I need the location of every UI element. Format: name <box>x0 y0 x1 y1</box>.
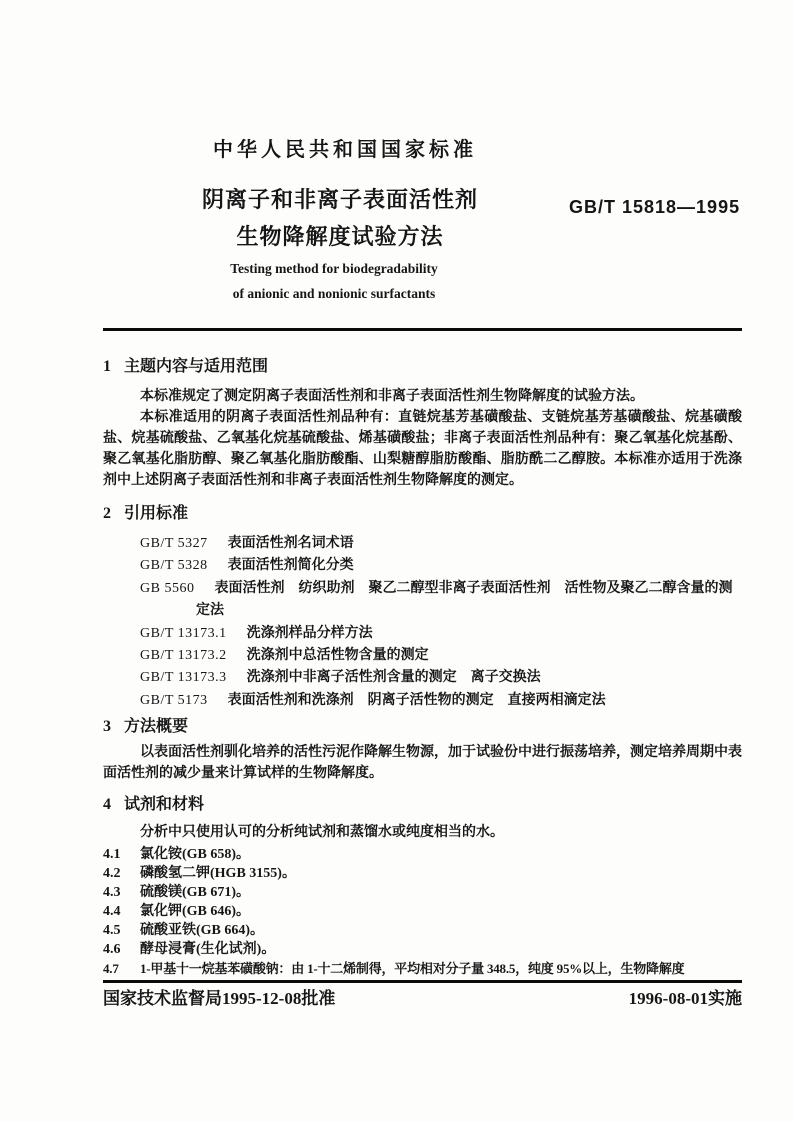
standard-number: GB/T 15818—1995 <box>569 197 741 217</box>
section-4-intro: 分析中只使用认可的分析纯试剂和蒸馏水或纯度相当的水。 <box>140 825 504 841</box>
reference-title: 洗涤剂中非离子活性剂含量的测定 离子交换法 <box>246 670 541 686</box>
reference-code: GB 5560 <box>140 580 195 596</box>
section-1-paragraph-2: 本标准适用的阴离子表面活性剂品种有：直链烷基芳基磺酸盐、支链烷基芳基磺酸盐、烷基磺酸盐、烷基硫酸盐、乙氧基化烷基硫酸盐、烯基磺酸盐；非离子表面活性剂品种有：聚乙氧基化烷基酚、聚乙氧基化脂肪醇、聚乙氧基化脂肪酸酯、山梨糖醇脂肪酸酯、脂肪酰二乙醇胺。本标准亦适用于洗涤剂中上述阴离子表面活性剂和非离子表面活性剂生物降解度的测定。 <box>103 410 742 488</box>
implementation-text: 1996-08-01实施 <box>628 989 742 1008</box>
section-3-title: 方法概要 <box>124 718 189 736</box>
document-title <box>182 181 498 255</box>
document-body <box>103 351 742 978</box>
reference-title: 洗涤剂中总活性物含量的测定 <box>246 648 429 664</box>
section-1-heading <box>103 357 742 377</box>
reagent-text: 硫酸镁(GB 671)。 <box>140 885 251 901</box>
reference-item <box>140 623 742 645</box>
reagent-item <box>103 902 742 921</box>
reagent-item <box>103 921 742 940</box>
reference-code: GB/T 5328 <box>140 558 208 574</box>
reagent-item <box>103 883 742 902</box>
reference-item <box>140 667 742 689</box>
reference-code: GB/T 5327 <box>140 536 208 551</box>
english-title-line-1: Testing method for biodegradability <box>230 261 438 276</box>
section-3-heading <box>103 717 742 737</box>
header-divider <box>103 328 742 331</box>
reagent-number: 4.7 <box>103 961 119 977</box>
section-3-number: 3 <box>103 718 111 736</box>
reference-title: 表面活性剂和洗涤剂 阴离子活性物的测定 直接两相滴定法 <box>227 692 606 708</box>
footer-divider <box>103 980 742 983</box>
reagent-text: 磷酸氢二钾(HGB 3155)。 <box>140 866 296 882</box>
approval-text: 国家技术监督局1995-12-08批准 <box>103 989 336 1008</box>
english-title-line-2: of anionic and nonionic surfactants <box>232 286 436 301</box>
reference-code: GB/T 13173.1 <box>140 625 227 641</box>
reagent-text: 氯化钾(GB 646)。 <box>140 904 251 920</box>
national-standard-label: 中华人民共和国国家标准 <box>213 139 477 161</box>
reagent-text: 酵母浸膏(生化试剂)。 <box>140 942 276 958</box>
section-2-heading <box>103 504 742 524</box>
reference-title: 洗涤剂样品分样方法 <box>246 625 373 641</box>
reagent-number: 4.1 <box>103 847 121 863</box>
english-title <box>203 256 465 306</box>
reference-title: 表面活性剂 纺织助剂 聚乙二醇型非离子表面活性剂 活性物及聚乙二醇含量的测定法 <box>196 580 733 619</box>
reference-item <box>140 578 742 623</box>
reference-code: GB/T 5173 <box>140 692 208 708</box>
reagent-number: 4.4 <box>103 904 121 920</box>
reference-item <box>140 645 742 667</box>
footer <box>103 984 742 1009</box>
reagent-item <box>103 940 742 959</box>
section-4-title: 试剂和材料 <box>124 796 205 814</box>
reference-list <box>103 533 742 712</box>
section-2-title: 引用标准 <box>124 505 189 522</box>
reagent-number: 4.6 <box>103 942 121 958</box>
reagent-item <box>103 864 742 883</box>
section-1-number: 1 <box>103 358 111 375</box>
section-4-number: 4 <box>103 796 111 814</box>
reference-item <box>140 555 742 577</box>
section-1-paragraph-1: 本标准规定了测定阴离子表面活性剂和非离子表面活性剂生物降解度的试验方法。 <box>140 389 644 404</box>
reagent-number: 4.5 <box>103 923 121 939</box>
reagent-number: 4.3 <box>103 885 121 901</box>
section-4-heading <box>103 795 742 815</box>
reagent-item <box>103 845 742 864</box>
reagent-number: 4.2 <box>103 866 121 882</box>
section-3-paragraph: 以表面活性剂驯化培养的活性污泥作降解生物源，加于试验份中进行振荡培养，测定培养周期中表面活性剂的减少量来计算试样的生物降解度。 <box>103 745 742 782</box>
reagent-item <box>103 959 742 978</box>
title-line-1: 阴离子和非离子表面活性剂 <box>201 187 478 212</box>
reference-item <box>140 690 742 712</box>
reference-code: GB/T 13173.3 <box>140 670 227 686</box>
section-2-number: 2 <box>103 505 111 522</box>
reagent-list <box>103 845 742 978</box>
reference-title: 表面活性剂简化分类 <box>227 558 354 574</box>
reference-item <box>140 533 742 555</box>
reference-code: GB/T 13173.2 <box>140 648 227 664</box>
section-1-title: 主题内容与适用范围 <box>124 358 269 375</box>
reagent-text: 硫酸亚铁(GB 664)。 <box>140 923 265 939</box>
reagent-text: 氯化铵(GB 658)。 <box>140 847 251 863</box>
reference-title: 表面活性剂名词术语 <box>227 536 354 551</box>
reagent-text: 1-甲基十一烷基苯磺酸钠：由 1-十二烯制得，平均相对分子量 348.5，纯度 95%以上，生物降解度 <box>140 961 685 977</box>
title-line-2: 生物降解度试验方法 <box>236 224 444 249</box>
